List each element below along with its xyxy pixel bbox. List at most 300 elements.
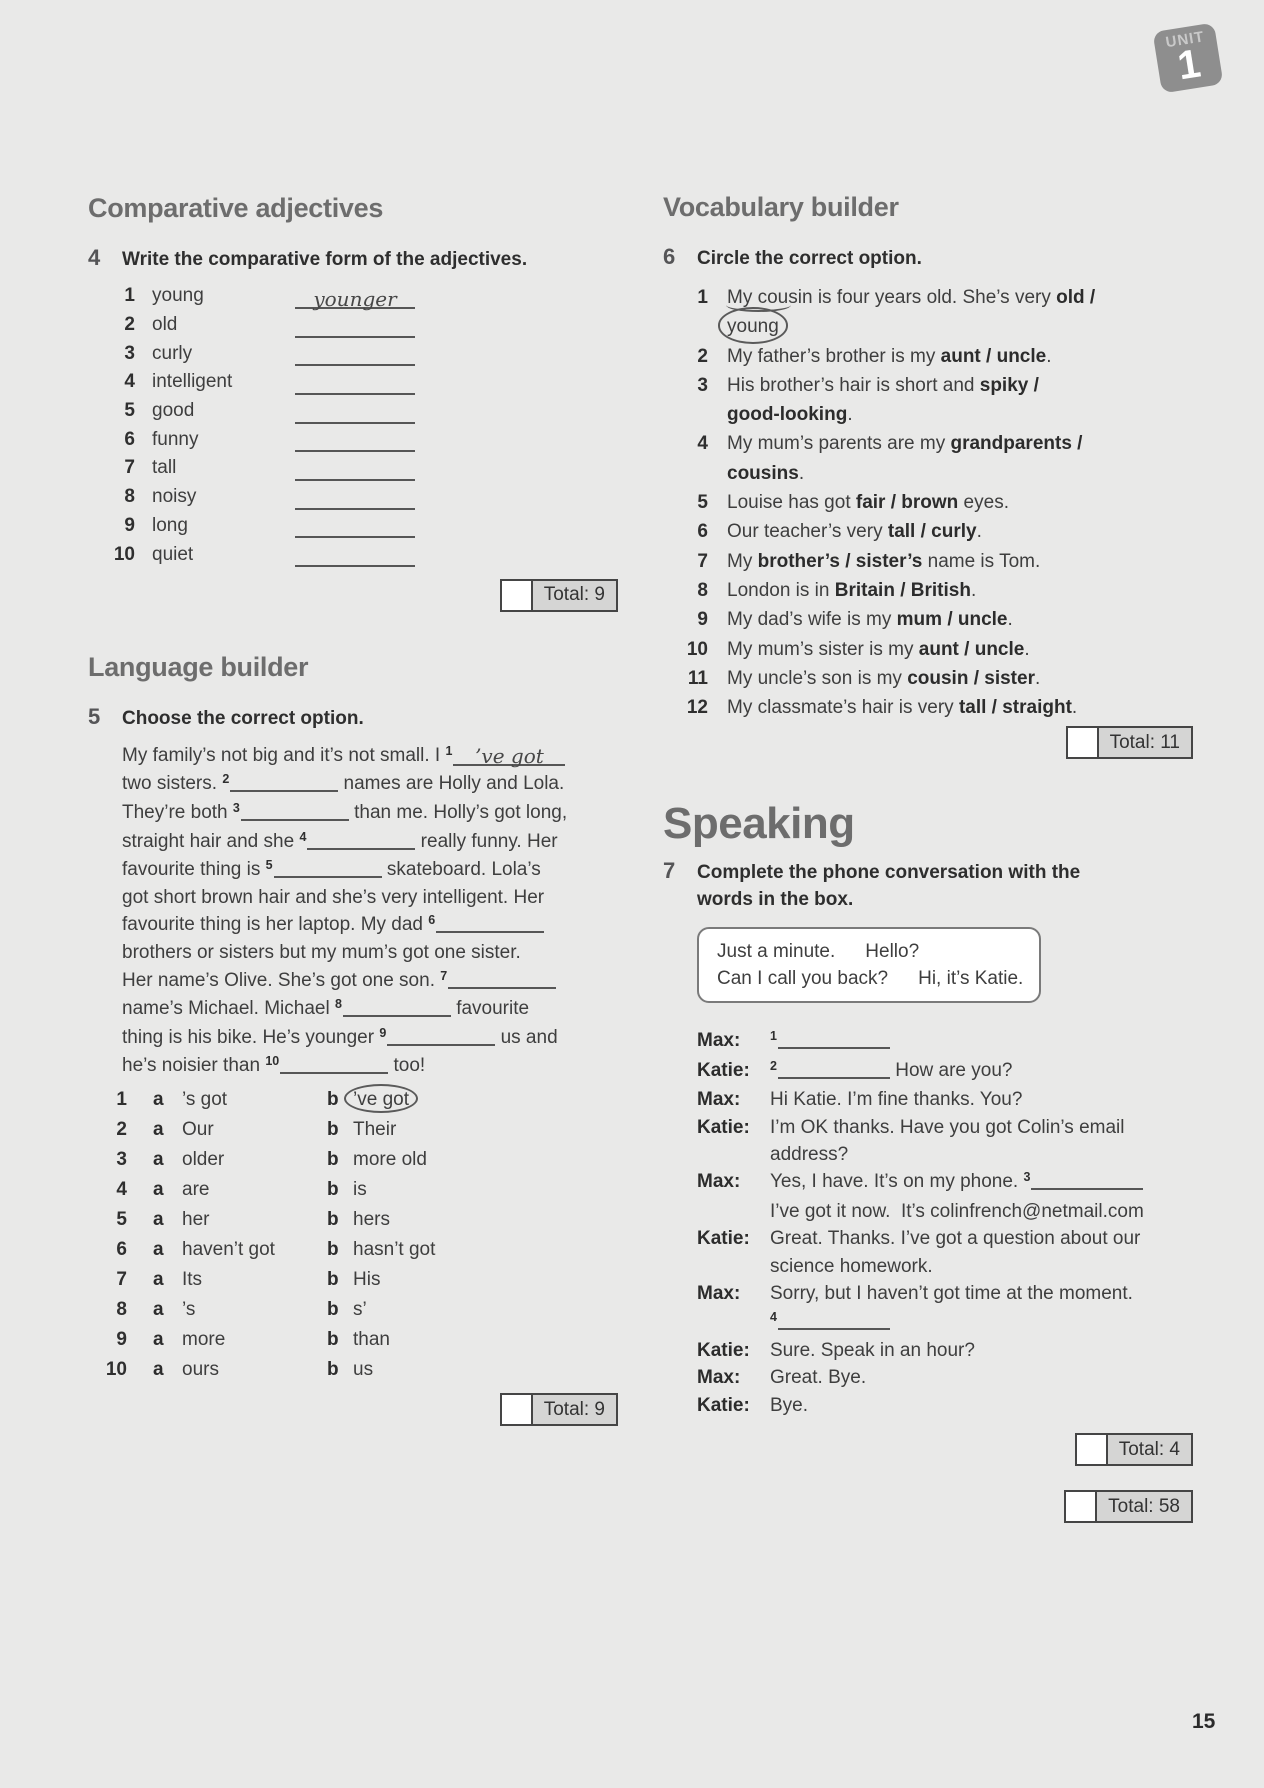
vocabulary-item-text (727, 429, 1082, 488)
speaker-label: Katie: (697, 1394, 750, 1416)
section-heading-comparative: Comparative adjectives (88, 193, 384, 223)
text-segment: grandparents / (950, 433, 1083, 455)
exercise-5-number: 5 (88, 703, 101, 729)
gap-number: 6 (428, 913, 436, 928)
option-b-text[interactable]: us (353, 1359, 374, 1380)
vocabulary-item-text (727, 342, 1052, 371)
exercise-7-number: 7 (663, 858, 676, 884)
word-box-phrase: Just a minute. (717, 941, 836, 963)
adjective-word: noisy (152, 486, 197, 508)
gap-fill-paragraph (122, 743, 618, 1081)
vocabulary-item (663, 693, 1193, 722)
text-segment: . (970, 579, 977, 601)
speaker-label: Katie: (697, 1339, 750, 1361)
option-letter-a: a (153, 1299, 164, 1320)
text-segment: than me. Holly’s got long, (348, 802, 568, 824)
paragraph-line (122, 770, 618, 799)
exercise-5-total-row (88, 1393, 618, 1426)
text-segment: My (727, 550, 758, 572)
text-segment: I’ve got it now. It’s colinfrench@netmail.com (770, 1200, 1144, 1222)
answer-blank[interactable] (448, 967, 556, 989)
speech-text (770, 1364, 866, 1391)
speaker-label: Max: (697, 1367, 741, 1389)
vocabulary-item-text (727, 517, 982, 546)
total-label: Total: 9 (533, 1393, 618, 1426)
adjective-row (110, 512, 618, 541)
text-segment: fair / brown (855, 492, 959, 514)
total-label: Total: 11 (1099, 726, 1193, 759)
option-row (88, 1325, 618, 1355)
score-checkbox[interactable] (1064, 1490, 1097, 1523)
gap-number: 9 (379, 1025, 387, 1040)
speech-text (770, 1168, 1144, 1225)
speech-text (770, 1337, 975, 1364)
adjective-row (110, 282, 618, 311)
vocabulary-item-text (727, 576, 976, 605)
option-row (88, 1205, 618, 1235)
option-letter-b: b (327, 1299, 339, 1320)
speech-text (770, 1086, 1022, 1113)
answer-blank[interactable] (230, 770, 338, 792)
adjective-row (110, 397, 618, 426)
conversation-turn (697, 1168, 1193, 1225)
section-heading-speaking: Speaking (663, 799, 855, 849)
item-number: 7 (116, 1269, 127, 1290)
text-segment: name’s Michael. Michael (122, 998, 335, 1020)
option-a-text[interactable]: Our (182, 1119, 214, 1140)
text-segment: us and (495, 1026, 558, 1048)
item-number: 1 (124, 285, 135, 307)
item-number: 6 (697, 521, 708, 543)
option-list (88, 1085, 618, 1385)
word-box-phrase: Hello? (865, 941, 920, 963)
text-segment: aunt / uncle (918, 638, 1025, 660)
conversation-turn (697, 1280, 1193, 1337)
text-segment: Great. Thanks. I’ve got a question about our (770, 1228, 1141, 1250)
answer-blank[interactable] (343, 995, 451, 1017)
text-segment: Her name’s Olive. She’s got one son. (122, 969, 441, 991)
option-letter-a: a (153, 1359, 164, 1380)
item-number: 3 (697, 374, 708, 396)
option-letter-b: b (327, 1329, 339, 1350)
unit-badge-number: 1 (1174, 41, 1204, 89)
text-segment: Yes, I have. It’s on my phone. (770, 1171, 1024, 1193)
text-segment: . (976, 521, 982, 543)
gap-number: 2 (770, 1058, 777, 1073)
text-segment: thing is his bike. He’s younger (122, 1026, 380, 1048)
conversation-turn (697, 1027, 1193, 1056)
text-segment: eyes. (958, 492, 1009, 514)
exercise-6-instruction: Circle the correct option. (697, 248, 922, 269)
item-number: 9 (116, 1329, 127, 1350)
item-number: 8 (116, 1299, 127, 1320)
option-letter-b: b (327, 1239, 339, 1260)
option-letter-a: a (153, 1209, 164, 1230)
score-checkbox[interactable] (500, 579, 533, 612)
paragraph-line (122, 967, 618, 996)
item-number: 5 (124, 400, 135, 422)
option-letter-b: b (327, 1209, 339, 1230)
text-segment: I’m OK thanks. Have you got Colin’s email (770, 1116, 1125, 1138)
option-letter-b: b (327, 1359, 339, 1380)
option-a-text[interactable]: haven’t got (182, 1239, 275, 1260)
text-segment: really funny. Her (415, 830, 558, 852)
option-b-text[interactable]: than (353, 1329, 390, 1350)
adjective-row (110, 540, 618, 569)
item-number: 3 (124, 342, 135, 364)
paragraph-line (122, 940, 618, 967)
adjective-word: young (152, 285, 204, 307)
item-number: 8 (124, 486, 135, 508)
exercise-5-instruction: Choose the correct option. (122, 707, 364, 729)
paragraph-line (122, 885, 618, 912)
item-number: 7 (124, 457, 135, 479)
option-letter-a: a (153, 1179, 164, 1200)
text-segment: Louise has got (727, 492, 856, 514)
gap-number: 2 (222, 772, 230, 787)
item-number: 5 (116, 1209, 127, 1230)
text-segment: two sisters. (122, 773, 223, 795)
vocabulary-item-text (727, 283, 1095, 342)
text-segment: How are you? (889, 1059, 1013, 1081)
speaker-label: Katie: (697, 1228, 750, 1250)
gap-number: 1 (445, 743, 453, 758)
option-letter-b: b (327, 1149, 339, 1170)
option-row (88, 1355, 618, 1385)
text-segment: good-looking (727, 404, 848, 426)
conversation-turn (697, 1364, 1193, 1391)
gap-number: 3 (1023, 1170, 1031, 1185)
text-segment: got short brown hair and she’s very intelligent. Her (122, 886, 545, 908)
option-b-text[interactable]: is (353, 1179, 367, 1200)
answer-blank[interactable] (295, 516, 415, 538)
option-b-text[interactable]: hers (353, 1209, 390, 1230)
text-segment: My dad’s wife is my (727, 609, 897, 631)
total-badge (1066, 726, 1193, 759)
option-a-text[interactable]: ’s (182, 1299, 196, 1320)
unit-badge (1153, 23, 1224, 94)
speech-text (770, 1225, 1140, 1280)
item-number: 4 (697, 433, 708, 455)
vocabulary-item-text (727, 371, 1039, 430)
conversation-turn (697, 1057, 1193, 1086)
text-segment: . (1034, 667, 1041, 689)
speaker-label: Max: (697, 1089, 741, 1111)
circled-answer: young (727, 312, 779, 341)
paragraph-line (122, 828, 618, 857)
option-row (88, 1235, 618, 1265)
text-segment: names are Holly and Lola. (338, 773, 565, 795)
vocabulary-item-text (727, 605, 1013, 634)
gap-number: 4 (770, 1309, 777, 1324)
exercise-6-header (663, 245, 1193, 272)
answer-blank[interactable] (453, 744, 565, 766)
answer-blank[interactable] (778, 1027, 890, 1049)
adjective-row (110, 311, 618, 340)
text-segment: cousins (727, 462, 799, 484)
adjective-row (110, 368, 618, 397)
text-segment: My mum’s parents are my (727, 433, 951, 455)
item-number: 11 (687, 667, 708, 689)
answer-blank[interactable] (1031, 1168, 1143, 1190)
section-heading-vocabulary: Vocabulary builder (663, 192, 899, 222)
item-number: 4 (124, 371, 135, 393)
word-box (697, 927, 1041, 1003)
option-letter-a: a (153, 1269, 164, 1290)
paragraph-line (122, 1052, 618, 1081)
adjective-word: funny (152, 428, 199, 450)
text-segment: brothers or sisters but my mum’s got one sister. (122, 942, 521, 964)
gap-number: 1 (770, 1029, 777, 1044)
score-checkbox[interactable] (500, 1393, 533, 1426)
paragraph-line (122, 1024, 618, 1053)
text-segment: Sure. Speak in an hour? (770, 1339, 975, 1361)
answer-blank[interactable] (295, 488, 415, 510)
option-b-text[interactable]: s’ (353, 1299, 367, 1320)
text-segment: His brother’s hair is short and (727, 374, 980, 396)
gap-number: 8 (334, 997, 342, 1012)
vocabulary-item-text (727, 547, 1040, 576)
total-label: Total: 4 (1108, 1433, 1193, 1466)
text-segment: Britain / British (834, 579, 971, 601)
exercise-4-header (88, 246, 618, 273)
option-a-text[interactable]: are (182, 1179, 210, 1200)
answer-blank[interactable] (307, 828, 415, 850)
option-a-text[interactable]: ours (182, 1359, 219, 1380)
answer-blank[interactable] (295, 402, 415, 424)
page-number: 15 (1192, 1710, 1216, 1733)
answer-blank[interactable] (280, 1052, 388, 1074)
vocabulary-item (663, 488, 1193, 517)
score-checkbox[interactable] (1066, 726, 1099, 759)
paragraph-line (122, 911, 618, 940)
text-segment: London is in (727, 579, 835, 601)
item-number: 4 (116, 1179, 127, 1200)
exercise-6-number: 6 (663, 244, 676, 269)
text-segment: favourite thing is (122, 859, 266, 881)
answer-blank[interactable] (295, 430, 415, 452)
text-segment: sin is four years old. She’s very (788, 287, 1057, 308)
option-a-text[interactable]: her (182, 1209, 210, 1230)
adjective-list (110, 282, 618, 569)
item-number: 12 (686, 697, 708, 719)
vocabulary-item-text (727, 635, 1030, 664)
speaker-label: Katie: (697, 1116, 750, 1138)
text-segment: skateboard. Lola’s (381, 859, 541, 881)
vocabulary-item (663, 371, 1193, 430)
paragraph-line (122, 743, 618, 771)
text-segment: old / (1056, 287, 1096, 308)
total-badge (500, 579, 618, 612)
vocabulary-item-text (727, 488, 1009, 517)
adjective-word: long (152, 514, 188, 536)
option-letter-a: a (153, 1239, 164, 1260)
vocabulary-item (663, 429, 1193, 488)
answer-blank[interactable] (387, 1024, 495, 1046)
exercise-4-number: 4 (88, 245, 101, 270)
vocabulary-item (663, 547, 1193, 576)
text-segment: too! (388, 1055, 426, 1077)
item-number: 6 (116, 1239, 127, 1260)
total-badge (500, 1393, 618, 1426)
exercise-7-instruction: Complete the phone conversation with the words in the box. (697, 862, 1081, 911)
option-letter-a: a (153, 1089, 164, 1110)
answer-blank[interactable] (295, 373, 415, 395)
vocabulary-item (663, 517, 1193, 546)
answer-blank[interactable] (241, 799, 349, 821)
exercise-4-total-row (88, 579, 618, 612)
item-number: 10 (113, 543, 135, 565)
option-letter-b: b (327, 1089, 339, 1110)
gap-number: 3 (232, 801, 240, 816)
adjective-row (110, 454, 618, 483)
exercise-4-instruction: Write the comparative form of the adjectives. (122, 249, 528, 270)
vocabulary-item (663, 342, 1193, 371)
text-segment: Our teacher’s very (727, 521, 888, 543)
option-row (88, 1115, 618, 1145)
score-checkbox[interactable] (1075, 1433, 1108, 1466)
adjective-word: intelligent (152, 371, 233, 393)
text-segment: spiky / (979, 374, 1039, 396)
adjective-word: tall (152, 457, 177, 479)
vocabulary-list (663, 283, 1193, 722)
gap-number: 5 (265, 858, 273, 873)
text-segment: . (1071, 697, 1078, 719)
option-a-text[interactable]: more (182, 1329, 226, 1350)
answer-blank[interactable] (295, 545, 415, 567)
grand-total-label: Total: 58 (1097, 1490, 1193, 1523)
item-number: 9 (697, 609, 708, 631)
text-segment: Sorry, but I haven’t got time at the moment. (770, 1283, 1133, 1305)
option-a-text[interactable]: ’s got (182, 1089, 228, 1110)
paragraph-line (122, 856, 618, 885)
unit-badge-label: UNIT (1164, 28, 1206, 52)
vocabulary-item-text (727, 664, 1040, 693)
option-letter-a: a (153, 1329, 164, 1350)
text-segment: . (1024, 638, 1030, 660)
word-box-phrase: Can I call you back? (717, 968, 889, 990)
item-number: 7 (697, 550, 708, 572)
text-segment: he’s noisier than (122, 1055, 266, 1077)
option-b-text[interactable]: ’ve got (353, 1089, 409, 1110)
answer-blank[interactable] (295, 459, 415, 481)
vocabulary-item (663, 605, 1193, 634)
adjective-word: old (152, 314, 178, 336)
option-b-text[interactable]: more old (353, 1149, 427, 1170)
answer-blank[interactable] (295, 316, 415, 338)
option-a-text[interactable]: older (182, 1149, 225, 1170)
text-segment: Great. Bye. (770, 1367, 867, 1389)
text-segment: tall / straight (958, 697, 1072, 719)
text-segment: My family’s not big and it’s not small. I (122, 744, 446, 766)
handwritten-answer: younger (313, 286, 397, 311)
text-segment: name is Tom. (922, 550, 1041, 572)
answer-blank[interactable] (778, 1308, 890, 1330)
text-segment: My cou (727, 287, 789, 308)
speech-text (770, 1057, 1012, 1086)
conversation-turn (697, 1392, 1193, 1419)
option-b-text[interactable]: hasn’t got (353, 1239, 436, 1260)
gap-number: 7 (440, 968, 448, 983)
exercise-7-header (663, 859, 1193, 913)
option-b-text[interactable]: Their (353, 1119, 397, 1140)
item-number: 8 (697, 579, 708, 601)
speaker-label: Max: (697, 1171, 741, 1193)
text-segment: mum / uncle (896, 609, 1008, 631)
text-segment: My uncle’s son is my (727, 667, 908, 689)
exercise-7-total-row (663, 1433, 1193, 1466)
adjective-row (110, 483, 618, 512)
option-row (88, 1145, 618, 1175)
option-b-text[interactable]: His (353, 1269, 381, 1290)
option-letter-b: b (327, 1119, 339, 1140)
text-segment: . (1046, 345, 1052, 367)
text-segment: favourite (450, 998, 530, 1020)
item-number: 6 (124, 428, 135, 450)
item-number: 2 (697, 345, 708, 367)
paragraph-line (122, 995, 618, 1024)
item-number: 1 (697, 287, 708, 308)
gap-number: 4 (299, 829, 307, 844)
total-badge (1064, 1490, 1193, 1523)
adjective-word: good (152, 400, 195, 422)
option-row (88, 1085, 618, 1115)
option-row (88, 1265, 618, 1295)
option-a-text[interactable]: Its (182, 1269, 203, 1290)
item-number: 1 (116, 1089, 127, 1110)
option-letter-b: b (327, 1269, 339, 1290)
word-box-line (717, 965, 1039, 992)
item-number: 10 (686, 638, 708, 660)
phone-conversation (697, 1027, 1193, 1419)
answer-blank[interactable] (295, 287, 415, 309)
text-segment: My classmate’s hair is very (727, 697, 959, 719)
handwritten-answer: ’ve got (475, 743, 544, 768)
exercise-6-total-row (663, 726, 1193, 759)
option-letter-b: b (327, 1179, 339, 1200)
vocabulary-item (663, 576, 1193, 605)
adjective-row (110, 425, 618, 454)
vocabulary-item (663, 664, 1193, 693)
total-label: Total: 9 (533, 579, 618, 612)
left-column (88, 193, 618, 1426)
adjective-word: quiet (152, 543, 194, 565)
paragraph-line (122, 799, 618, 828)
text-segment: . (798, 462, 805, 484)
word-box-line (717, 938, 1039, 965)
vocabulary-item (663, 283, 1193, 342)
item-number: 5 (697, 492, 708, 514)
answer-blank[interactable] (274, 856, 382, 878)
answer-blank[interactable] (295, 344, 415, 366)
speech-text (770, 1280, 1133, 1337)
option-letter-a: a (153, 1149, 164, 1170)
item-number: 10 (105, 1359, 127, 1380)
word-box-phrase: Hi, it’s Katie. (918, 968, 1024, 990)
text-segment: cousin / sister (907, 667, 1035, 689)
text-segment: Bye. (770, 1394, 809, 1416)
option-letter-a: a (153, 1119, 164, 1140)
text-segment: brother’s / sister’s (757, 550, 923, 572)
conversation-turn (697, 1114, 1193, 1169)
text-segment: address? (770, 1144, 849, 1166)
answer-blank[interactable] (436, 911, 544, 933)
text-segment: . (847, 404, 853, 426)
vocabulary-item-text (727, 693, 1077, 722)
adjective-word: curly (152, 342, 193, 364)
answer-blank[interactable] (778, 1057, 890, 1079)
total-badge (1075, 1433, 1193, 1466)
